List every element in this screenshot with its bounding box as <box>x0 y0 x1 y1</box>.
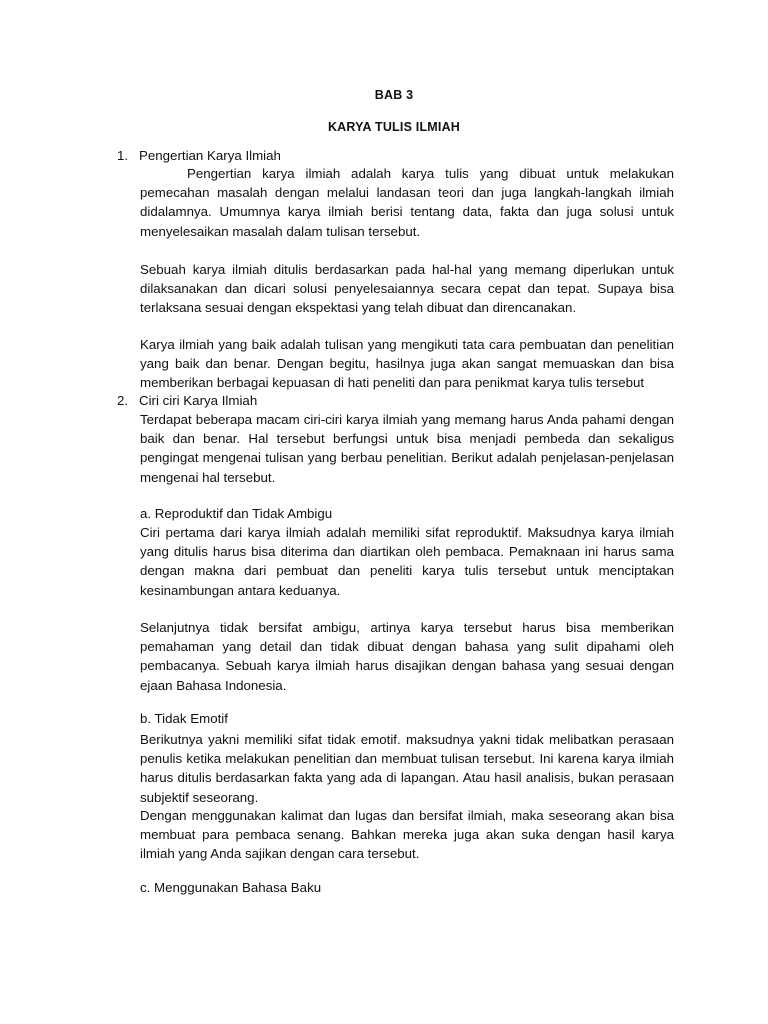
subsection-heading: b. Tidak Emotif <box>140 711 228 726</box>
section-heading-text: Pengertian Karya Ilmiah <box>139 148 281 163</box>
section-heading-text: Ciri ciri Karya Ilmiah <box>139 393 258 408</box>
paragraph: Dengan menggunakan kalimat dan lugas dan bersifat ilmiah, maka seseorang akan bisa membuat para pembaca senang. Bahkan mereka juga akan suka dengan hasil karya ilmiah yang Anda sajikan dengan cara tersebut. <box>140 808 674 862</box>
paragraph: Berikutnya yakni memiliki sifat tidak emotif. maksudnya yakni tidak melibatkan perasaan penulis ketika melakukan penelitian dan membuat tulisan tersebut. Ini karena karya ilmiah harus ditulis berdasarkan fakta yang ada di lapangan. Atau hasil analisis, bukan perasaan subjektif seseorang. <box>140 732 674 805</box>
section-heading <box>117 393 257 408</box>
document-title: KARYA TULIS ILMIAH <box>327 120 461 134</box>
section-heading <box>117 148 281 163</box>
section-number: 2. <box>117 393 129 408</box>
section-number: 1. <box>117 148 129 163</box>
paragraph: Sebuah karya ilmiah ditulis berdasarkan pada hal-hal yang memang diperlukan untuk dilaksanakan dan dicari solusi penyelesaiannya secara cepat dan tepat. Supaya bisa terlaksana sesuai dengan ekspektasi yang telah dibuat dan direncanakan. <box>140 262 674 316</box>
paragraph: Pengertian karya ilmiah adalah karya tulis yang dibuat untuk melakukan pemecahan masalah dengan melalui landasan teori dan juga langkah-langkah ilmiah didalamnya. Umumnya karya ilmiah berisi tentang data, fakta dan juga solusi untuk menyelesaikan masalah dalam tulisan tersebut. <box>140 166 674 239</box>
paragraph: Ciri pertama dari karya ilmiah adalah memiliki sifat reproduktif. Maksudnya karya ilmiah yang ditulis harus bisa diterima dan diartikan oleh pembaca. Pemaknaan ini harus sama dengan makna dari pembuat dan peneliti karya tulis tersebut untuk menciptakan kesinambungan antara keduanya. <box>140 525 674 598</box>
subsection-heading: c. Menggunakan Bahasa Baku <box>140 880 322 895</box>
paragraph: Karya ilmiah yang baik adalah tulisan yang mengikuti tata cara pembuatan dan penelitian yang baik dan benar. Dengan begitu, hasilnya juga akan sangat memuaskan dan bisa memberikan berbagai kepuasan di hati peneliti dan para penikmat karya tulis tersebut <box>140 337 674 391</box>
subsection-heading: a. Reproduktif dan Tidak Ambigu <box>140 506 333 521</box>
paragraph: Selanjutnya tidak bersifat ambigu, artinya karya tersebut harus bisa memberikan pemahaman yang detail dan tidak dibuat dengan bahasa yang sulit dipahami oleh pembacanya. Sebuah karya ilmiah harus disajikan dengan bahasa yang sesuai dengan ejaan Bahasa Indonesia. <box>140 620 674 693</box>
paragraph: Terdapat beberapa macam ciri-ciri karya ilmiah yang memang harus Anda pahami dengan baik dan benar. Hal tersebut berfungsi untuk bisa menjadi pembeda dan sekaligus pengingat mengenai tulisan yang berbau penelitian. Berikut adalah penjelasan-penjelasan mengenai hal tersebut. <box>140 412 674 485</box>
chapter-heading: BAB 3 <box>374 88 414 102</box>
